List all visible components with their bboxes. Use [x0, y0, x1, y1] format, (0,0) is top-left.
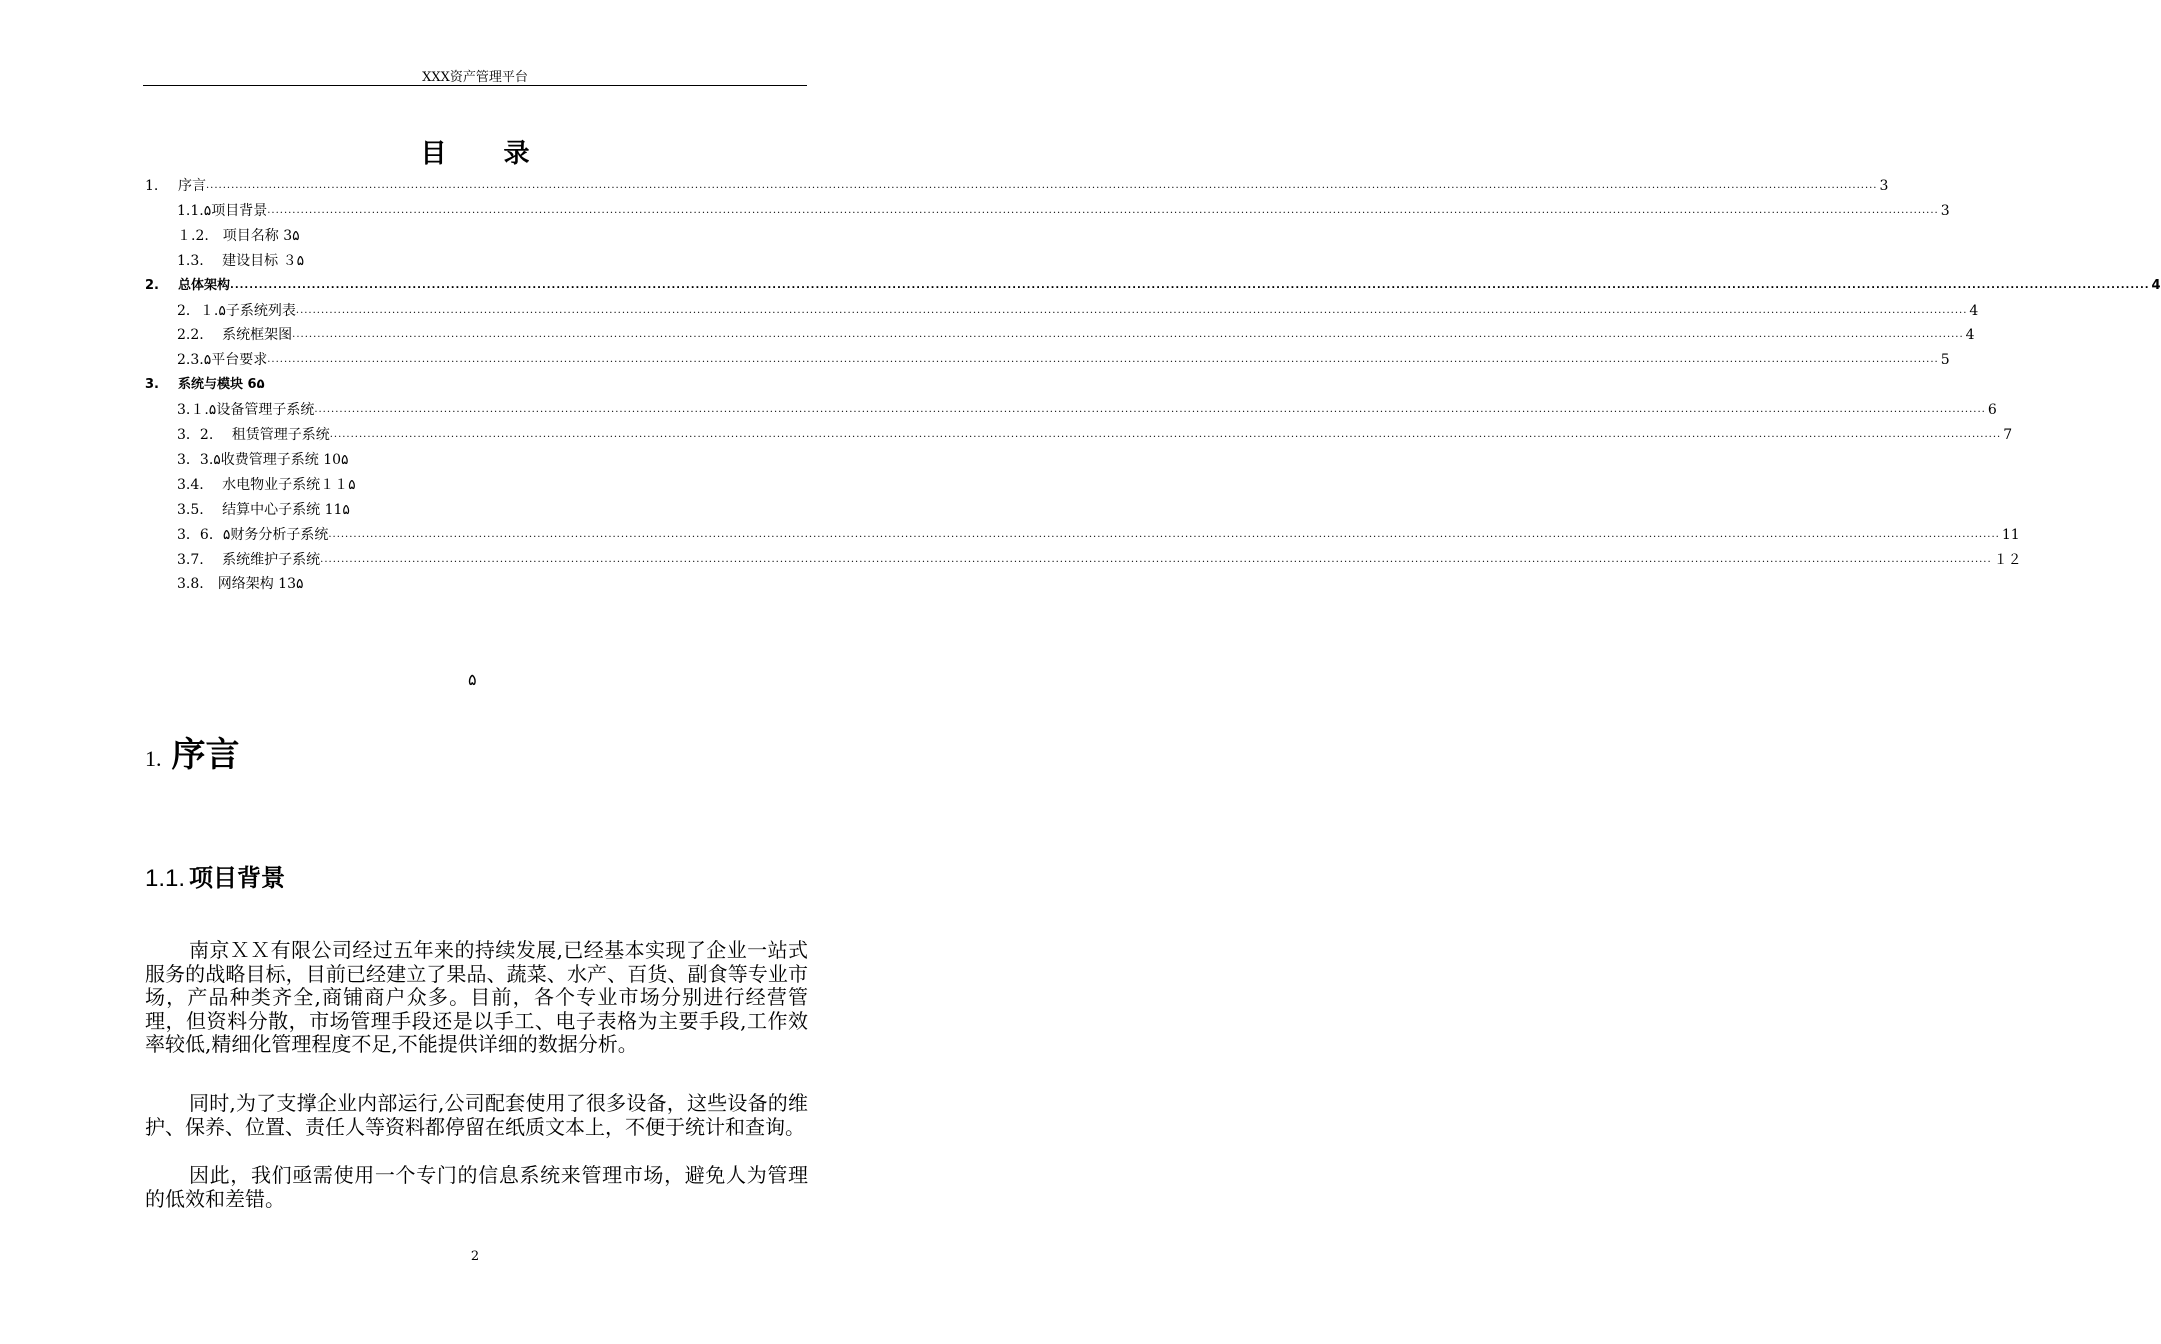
page-header-title: XXX资产管理平台	[422, 70, 528, 85]
toc-entry-label: 2.3.۵平台要求	[177, 352, 268, 369]
toc-entry-label: 3.１.۵设备管理子系统	[177, 402, 315, 419]
toc-entry[interactable]	[145, 250, 806, 272]
toc-entry-label: 系统与模块 6۵	[178, 377, 265, 393]
toc-entry[interactable]	[145, 474, 806, 496]
body-paragraph: 因此，我们亟需使用一个专门的信息系统来管理市场，避免人为管理的低效和差错。	[145, 1163, 808, 1211]
toc-entry-text	[177, 399, 1997, 421]
toc-entry-label: 3.5. 结算中心子系统 11۵	[177, 501, 350, 518]
toc-entry-text	[177, 300, 1979, 322]
section-title: 序言	[171, 735, 240, 775]
body-paragraph: 同时,为了支撑企业内部运行,公司配套使用了很多设备，这些设备的维护、保养、位置、责任人等资料都停留在纸质文本上，不便于统计和查询。	[145, 1091, 808, 1139]
toc-entry-page: 4	[1965, 327, 1975, 344]
toc-entry[interactable]	[145, 449, 806, 471]
subsection-number: 1.1.	[145, 865, 186, 892]
toc-dot-leader: ................................................................................................................................................................................................................................................................................................................................................................................................................	[267, 354, 1939, 366]
toc-entry-label: 3．2. 租赁管理子系统	[177, 427, 330, 443]
toc-entry-label: 3.7. 系统维护子系统	[177, 551, 321, 568]
body-paragraph: 南京ＸＸ有限公司经过五年来的持续发展,已经基本实现了企业一站式服务的战略目标，目前已经建立了果品、蔬菜、水产、百货、副食等专业市场，产品种类齐全,商铺商户众多。目前，各个专业市场分别进行经营管理，但资料分散，市场管理手段还是以手工、电子表格为主要手段,工作效率较低,精细化管理程度不足,不能提供详细的数据分析。	[145, 938, 808, 1056]
toc-entry[interactable]	[145, 424, 2013, 446]
toc-entry-text	[177, 324, 1975, 346]
toc-entry-number: 1.	[145, 178, 159, 194]
toc-entry[interactable]	[145, 399, 1997, 421]
toc-entry-text	[178, 374, 265, 396]
toc-entry-label: 3.8. 网络架构 13۵	[177, 576, 304, 593]
toc-entry-page: 5	[1940, 352, 1950, 369]
toc-dot-leader: ................................................................................................................................................................................................................................................................................................................................................................................................................	[206, 180, 1878, 191]
toc-entry-page: 4	[1969, 302, 1979, 319]
toc-title: 目 录	[420, 139, 554, 169]
subsection-title: 项目背景	[189, 864, 286, 892]
toc-entry[interactable]	[145, 200, 1950, 222]
toc-entry[interactable]	[145, 573, 806, 595]
toc-entry[interactable]	[145, 524, 2020, 546]
toc-dot-leader: ................................................................................................................................................................................................................................................................................................................................................................................................................	[314, 404, 1986, 416]
toc-entry-page: 3	[1940, 202, 1950, 219]
toc-entry[interactable]	[145, 374, 806, 396]
toc-entry-text	[177, 449, 349, 471]
toc-entry[interactable]	[145, 499, 806, 521]
toc-entry-label: 序言	[178, 178, 206, 194]
toc-dot-leader: ................................................................................................................................................................................................................................................................................................................................................................................................................	[230, 279, 2150, 291]
section-heading-1	[145, 727, 240, 776]
toc-entry-text	[178, 175, 1889, 197]
toc-entry-label: 3.4. 水电物业子系统１１۵	[177, 476, 356, 493]
toc-entry-label: 2.2. 系统框架图	[177, 327, 293, 344]
toc-dot-leader: ................................................................................................................................................................................................................................................................................................................................................................................................................	[329, 429, 2002, 440]
toc-entry-number: 3.	[145, 377, 159, 393]
toc-entry-text	[177, 573, 304, 595]
toc-entry-page: 4	[2151, 277, 2161, 293]
section-heading-1-1	[145, 858, 285, 893]
toc-entry-text	[177, 250, 304, 272]
toc-entry-label: １.2. 项目名称 3۵	[177, 227, 300, 244]
toc-entry-label: 3．3.۵收费管理子系统 10۵	[177, 451, 349, 468]
toc-entry[interactable]	[145, 324, 1975, 346]
toc-entry-label: 2．１.۵子系统列表	[177, 302, 296, 319]
page-number: 2	[470, 1249, 480, 1264]
toc-dot-leader: ................................................................................................................................................................................................................................................................................................................................................................................................................	[320, 553, 1992, 565]
header-divider	[143, 85, 807, 86]
page-break-mark: ۵	[468, 670, 477, 689]
toc-entry-label: 3．6．۵财务分析子系统	[177, 526, 329, 543]
toc-entry-page: １２	[1993, 551, 2022, 568]
toc-dot-leader: ................................................................................................................................................................................................................................................................................................................................................................................................................	[267, 204, 1939, 216]
toc-entry-label: 1.1.۵项目背景	[177, 202, 268, 219]
toc-dot-leader: ................................................................................................................................................................................................................................................................................................................................................................................................................	[328, 528, 2000, 540]
toc-entry-label: 总体架构	[178, 277, 231, 293]
toc-entry[interactable]	[145, 349, 1950, 371]
toc-entry-text	[177, 499, 350, 521]
toc-entry-text	[177, 549, 2022, 571]
toc-entry-text	[177, 200, 1950, 222]
toc-entry-page: 6	[1987, 402, 1997, 419]
toc-entry-label: 1.3. 建设目标 ３۵	[177, 252, 305, 269]
toc-entry[interactable]	[145, 300, 1979, 322]
toc-dot-leader: ................................................................................................................................................................................................................................................................................................................................................................................................................	[292, 329, 1964, 341]
toc-entry-text	[177, 349, 1950, 371]
toc-entry-page: 3	[1879, 178, 1889, 194]
toc-entry-text	[177, 424, 2013, 446]
toc-entry[interactable]	[145, 275, 2161, 297]
toc-entry-number: 2.	[145, 277, 159, 293]
toc-entry-text	[177, 524, 2020, 546]
toc-entry[interactable]	[145, 175, 1889, 197]
toc-entry[interactable]	[145, 549, 2022, 571]
toc-entry[interactable]	[145, 225, 806, 247]
toc-entry-text	[178, 275, 2161, 297]
section-number: 1.	[145, 746, 162, 771]
toc-entry-text	[177, 474, 356, 496]
toc-entry-page: 11	[2001, 526, 2020, 543]
toc-entry-page: 7	[2003, 427, 2013, 443]
toc-dot-leader: ................................................................................................................................................................................................................................................................................................................................................................................................................	[295, 304, 1968, 316]
toc-entry-text	[177, 225, 300, 247]
